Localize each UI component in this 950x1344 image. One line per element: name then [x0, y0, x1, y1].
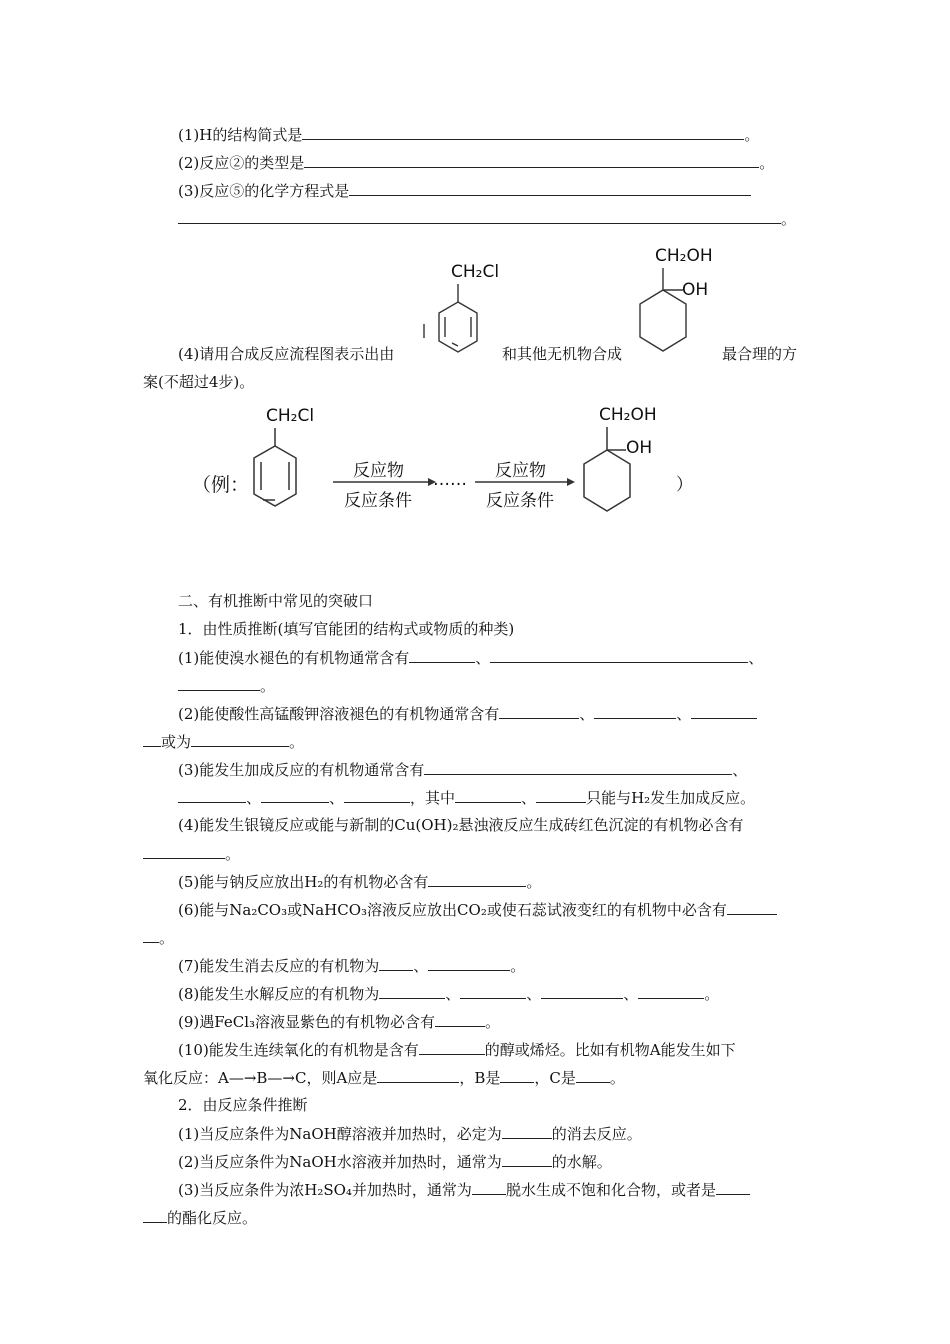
property-8: (8)能发生水解反应的有机物为 、 、 、 。: [178, 985, 720, 1003]
answer-blank[interactable]: [143, 843, 225, 859]
property-4: (4)能发生银镜反应或能与新制的Cu(OH)₂悬浊液反应生成砖红色沉淀的有机物必含有: [178, 816, 744, 834]
q2-label: (2)反应②的类型是: [178, 154, 305, 172]
answer-blank[interactable]: [691, 703, 757, 719]
benzyl-chloride-label: CH₂Cl: [451, 262, 500, 282]
example-prefix: （例：: [192, 474, 250, 496]
property-3: (3)能发生加成反应的有机物通常含有 、: [178, 761, 748, 779]
answer-blank[interactable]: [455, 787, 521, 803]
answer-blank[interactable]: [428, 955, 510, 971]
answer-blank[interactable]: [143, 927, 159, 943]
example-benzene-ring-icon: [254, 428, 296, 506]
condition-3-cont: 的酯化反应。: [143, 1207, 257, 1228]
question-4-line1: (4)请用合成反应流程图表示出由: [178, 345, 395, 363]
subsection-2-title: 2．由反应条件推断: [178, 1096, 308, 1114]
answer-blank[interactable]: [178, 787, 246, 803]
answer-blank[interactable]: [502, 1123, 552, 1139]
ch2oh-label: CH₂OH: [655, 246, 713, 266]
property-1-cont: 。: [178, 675, 275, 696]
example-ch2oh-label: CH₂OH: [599, 405, 657, 425]
answer-blank[interactable]: [424, 759, 732, 775]
answer-blank[interactable]: [536, 787, 586, 803]
condition-2: (2)当反应条件为NaOH水溶液并加热时，通常为 的水解。: [178, 1153, 612, 1171]
property-6: (6)能与Na₂CO₃或NaHCO₃溶液反应放出CO₂或使石蕊试液变红的有机物中必含有: [178, 899, 777, 920]
property-9: (9)遇FeCl₃溶液显紫色的有机物必含有 。: [178, 1013, 501, 1031]
question-3-cont: 。: [178, 208, 796, 229]
example-condition-1: 反应条件: [344, 491, 412, 511]
condition-1: (1)当反应条件为NaOH醇溶液并加热时，必定为 的消去反应。: [178, 1125, 642, 1143]
property-3-cont: 、 、 ，其中 、 只能与H₂发生加成反应。: [178, 787, 755, 808]
answer-blank[interactable]: [419, 1039, 485, 1055]
property-5: (5)能与钠反应放出H₂的有机物必含有 。: [178, 873, 542, 891]
example-reactant-2: 反应物: [495, 461, 546, 481]
answer-blank[interactable]: [727, 899, 777, 915]
question-4-mid: 和其他无机物合成: [502, 345, 623, 363]
answer-blank[interactable]: [178, 675, 260, 691]
answer-blank[interactable]: [460, 983, 526, 999]
property-6-cont: 。: [143, 927, 174, 948]
property-10-cont: 氧化反应：A—→B—→C，则A应是 ，B是 ，C是 。: [143, 1069, 625, 1087]
benzene-ring-icon: [424, 284, 477, 352]
oh-label: OH: [682, 280, 709, 300]
answer-blank[interactable]: [261, 787, 329, 803]
condition-3: (3)当反应条件为浓H₂SO₄并加热时，通常为 脱水生成不饱和化合物，或者是: [178, 1179, 750, 1200]
answer-blank[interactable]: [143, 1207, 167, 1223]
question-4-line2: 案(不超过4步)。: [143, 373, 255, 391]
cyclohexane-icon: [640, 268, 686, 351]
property-1: (1)能使溴水褪色的有机物通常含有 、 、: [178, 649, 764, 667]
answer-blank[interactable]: [576, 1067, 610, 1083]
answer-blank[interactable]: [379, 955, 413, 971]
subsection-1-title: 1．由性质推断(填写官能团的结构式或物质的种类): [178, 620, 515, 638]
property-2-cont: 或为 。: [143, 731, 304, 752]
answer-blank[interactable]: [472, 1179, 506, 1195]
example-condition-2: 反应条件: [486, 491, 554, 511]
answer-blank[interactable]: [499, 703, 579, 719]
answer-blank[interactable]: [344, 787, 410, 803]
property-2: (2)能使酸性高锰酸钾溶液褪色的有机物通常含有 、 、: [178, 703, 757, 724]
answer-blank[interactable]: [409, 647, 475, 663]
example-suffix: ）: [676, 475, 693, 495]
example-benzyl-chloride-label: CH₂Cl: [266, 406, 315, 426]
answer-blank[interactable]: [435, 1011, 485, 1027]
answer-blank[interactable]: [143, 731, 161, 747]
answer-blank[interactable]: [490, 647, 748, 663]
question-4-end: 最合理的方: [722, 345, 798, 363]
answer-blank[interactable]: [541, 983, 623, 999]
example-dots: ……: [433, 470, 467, 490]
example-cyclohexane-icon: [584, 427, 630, 511]
example-reactant-1: 反应物: [353, 461, 404, 481]
property-4-cont: 。: [143, 843, 240, 864]
answer-blank[interactable]: [638, 983, 704, 999]
answer-blank[interactable]: [594, 703, 676, 719]
property-10: (10)能发生连续氧化的有机物是含有 的醇或烯烃。比如有机物A能发生如下: [178, 1041, 736, 1059]
answer-blank[interactable]: [500, 1067, 534, 1083]
answer-blank[interactable]: [191, 731, 289, 747]
property-7: (7)能发生消去反应的有机物为 、 。: [178, 957, 526, 975]
answer-blank[interactable]: [379, 983, 445, 999]
answer-blank[interactable]: [716, 1179, 750, 1195]
question-2: (2)反应②的类型是 。: [178, 154, 775, 172]
answer-blank[interactable]: [377, 1067, 459, 1083]
answer-blank[interactable]: [428, 871, 526, 887]
question-1: (1)H的结构简式是 。: [178, 126, 760, 144]
example-oh-label: OH: [626, 438, 653, 458]
answer-blank[interactable]: [502, 1151, 552, 1167]
q3-label: (3)反应⑤的化学方程式是: [178, 182, 350, 200]
q1-label: (1)H的结构简式是: [178, 126, 303, 144]
section-heading: 二、有机推断中常见的突破口: [178, 592, 374, 610]
